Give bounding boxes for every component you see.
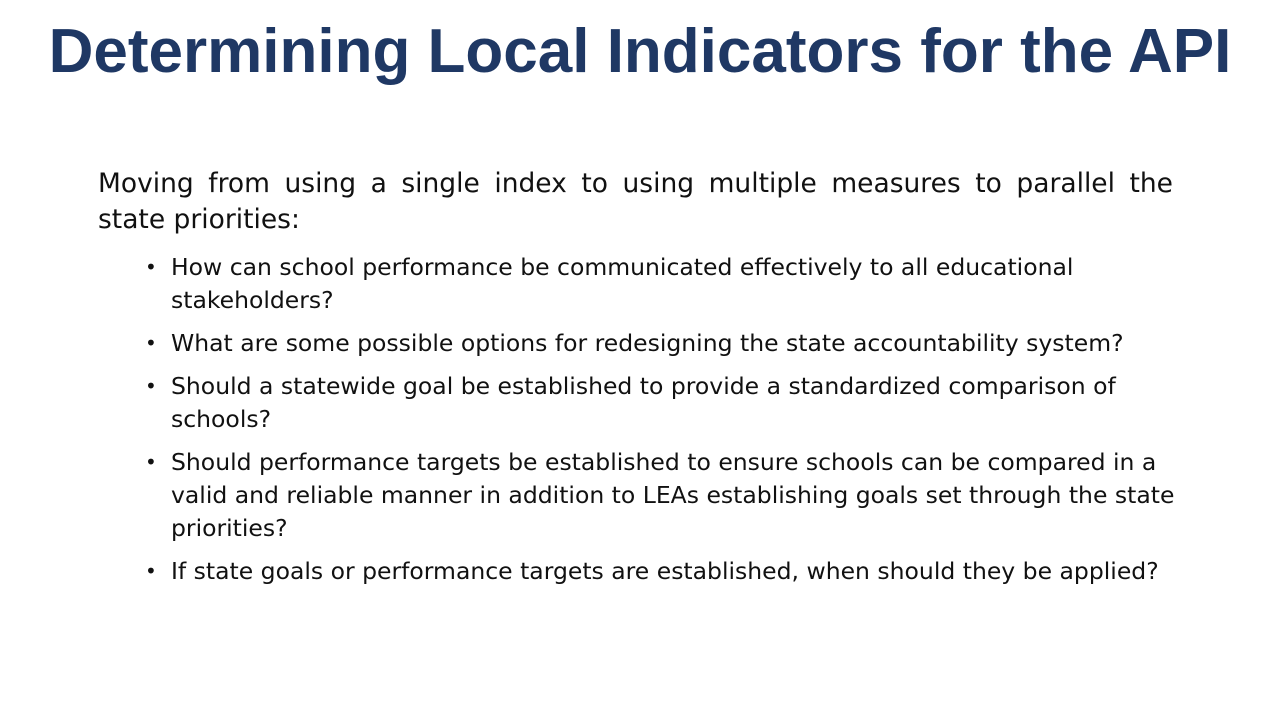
bullet-icon: • [145,559,157,583]
bullet-list [145,251,1185,598]
bullet-text: Should performance targets be established to ensure schools can be compared in a valid and reliable manner in addition to LEAs establishing goals set through the state priorities? [171,448,1175,542]
bullet-text: Should a statewide goal be established to provide a standardized comparison of schools? [171,372,1116,433]
bullet-icon: • [145,374,157,398]
bullet-text: How can school performance be communicated effectively to all educational stakeholders? [171,253,1074,314]
bullet-item [145,555,1185,588]
bullet-text: If state goals or performance targets are established, when should they be applied? [171,557,1159,585]
bullet-text: What are some possible options for redesigning the state accountability system? [171,329,1124,357]
bullet-item [145,251,1185,317]
bullet-item [145,446,1185,545]
bullet-icon: • [145,450,157,474]
slide-title: Determining Local Indicators for the API [48,17,1232,86]
bullet-item [145,327,1185,360]
bullet-item [145,370,1185,436]
bullet-icon: • [145,331,157,355]
bullet-icon: • [145,255,157,279]
intro-paragraph: Moving from using a single index to using multiple measures to parallel the state priorities: [98,168,1173,235]
